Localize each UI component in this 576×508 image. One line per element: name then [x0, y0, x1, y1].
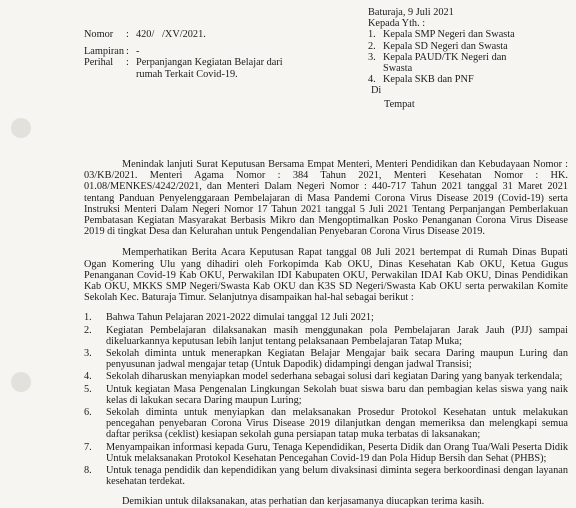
list-item: 3. Sekolah diminta untuk menerapkan Kegiatan Belajar Mengajar baik secara Daring maupun Luring dan penyusunan jadwal mengajar tetap (Untuk Dapodik) didampingi dengan jadwal Transisi; — [84, 348, 568, 371]
nomor-row: Nomor : 420/ /XV/2021. — [84, 29, 374, 40]
list-item: 5. Untuk kegiatan Masa Pengenalan Lingkungan Sekolah buat siswa baru dan pembagian kelas siswa yang naik kelas di lakukan secara Daring maupun Luring; — [84, 383, 568, 406]
list-item: 4. Sekolah diharuskan menyiapkan model sederhana sebagai solusi dari kegiatan Daring yang banyak terkendala; — [84, 371, 563, 383]
di-label: Di — [371, 85, 382, 97]
recipient-block — [368, 7, 573, 110]
to-label: Kepada Yth. : — [368, 18, 426, 30]
perihal-value: Perpanjangan Kegiatan Belajar dari rumah Terkait Covid-19. — [136, 57, 283, 80]
letter-body — [84, 159, 568, 508]
paragraph-meeting: Memperhatikan Berita Acara Keputusan Rapat tanggal 08 Juli 2021 bertempat di Rumah Dinas Bupati Ogan Komering Ulu yang dihadiri oleh Forkopimda Kab OKU, Dinas Kesehatan Kab OKU, Ketua Gugus Penanganan Covid-19 Kab OKU, Perwakilan IDI Kabupaten OKU, Perwakilan IDAI Kab OKU, Dinas Pendidikan Kab OKU, MKKS SMP Negeri/Swasta Kab OKU dan K3S SD Negeri/Swasta Kab OKU serta perwakilan Komite Sekolah Kec. Baturaja Timur. Selanjutnya disampaikan hal-hal sebagai berikut : — [84, 247, 568, 304]
recipient-item: 3. Kepala PAUD/TK Negeri dan Swasta — [368, 51, 507, 74]
closing-paragraph: Demikian untuk dilaksanakan, atas perhatian dan kerjasamanya diucapkan terima kasih. — [122, 496, 485, 508]
list-item: 8. Untuk tenaga pendidik dan kependidikan yang belum divaksinasi diminta segera berkoordinasi dengan layanan kesehatan terdekat. — [84, 465, 568, 488]
lampiran-row: Lampiran : - — [84, 46, 140, 58]
list-item: 7. Menyampaikan informasi kepada Guru, Tenaga Kependidikan, Peserta Didik dan Orang Tua/Wali Peserta Didik Untuk melaksanakan Protokol Kesehatan Pencegahan Covid-19 dan Pola Hidup Bersih dan Sehat (PHBS); — [84, 441, 568, 464]
nomor-value: 420/ /XV/2021. — [136, 29, 206, 40]
list-item: 6. Sekolah diminta untuk menyiapkan dan melaksanakan Prosedur Protokol Kesehatan untuk melakukan pencegahan penyebaran Corona Virus Disease 2019 dilanjutkan dengan memeriksa dan melengkapi semua daftar periksa (ceklist) kesiapan sekolah guna persiapan tatap muka terbatas di laksanakan; — [84, 407, 568, 441]
paragraph-intro: Menindak lanjuti Surat Keputusan Bersama Empat Menteri, Menteri Pendidikan dan Kebudayaan Nomor : 03/KB/2021. Menteri Agama Nomor : 384 Tahun 2021, Menteri Kesehatan Nomor : HK. 01.08/MENKES/4242/2021, dan Menteri Dalam Negeri Nomor : 440-717 Tahun 2021 tanggal 31 Maret 2021 tentang Panduan Penyelenggaraan Pembelajaran di Masa Pandemi Corona Virus Disease 2019 (Covid-19) serta Instruksi Menteri Dalam Negeri Nomor 17 Tahun 2021 tanggal 5 Juli 2021 Tentang Perpanjangan Pemberlakuan Pembatasan Kegiatan Masyarakat Berbasis Mikro dan Mengoptimalkan Posko Penanganan Corona Virus Disease 2019 di tingkat Desa dan Kelurahan untuk Pengendalian Penyebaran Corona Virus Disease 2019. — [84, 159, 568, 238]
place-date: Baturaja, 9 Juli 2021 — [368, 7, 454, 18]
recipient-item: 4. Kepala SKB dan PNF — [368, 74, 474, 86]
tempat-label: Tempat — [384, 98, 415, 110]
recipient-item: 2. Kepala SD Negeri dan Swasta — [368, 40, 508, 52]
punch-hole — [11, 118, 31, 138]
recipient-item: 1. Kepala SMP Negeri dan Swasta — [368, 29, 515, 41]
letter-meta — [84, 29, 374, 80]
recipient-list — [368, 29, 573, 85]
list-item: 1. Bahwa Tahun Pelajaran 2021-2022 dimulai tanggal 12 Juli 2021; — [84, 312, 374, 324]
points-list — [84, 312, 568, 487]
list-item: 2. Kegiatan Pembelajaran dilaksanakan masih menggunakan pola Pembelajaran Jarak Jauh (PJJ) sampai dikeluarkannya keputusan lebih lanjut tentang pelaksanaan Pembelajaran Tatap Muka; — [84, 324, 568, 347]
punch-hole — [11, 372, 31, 392]
perihal-row: Perihal : Perpanjangan Kegiatan Belajar dari rumah Terkait Covid-19. — [84, 57, 374, 79]
